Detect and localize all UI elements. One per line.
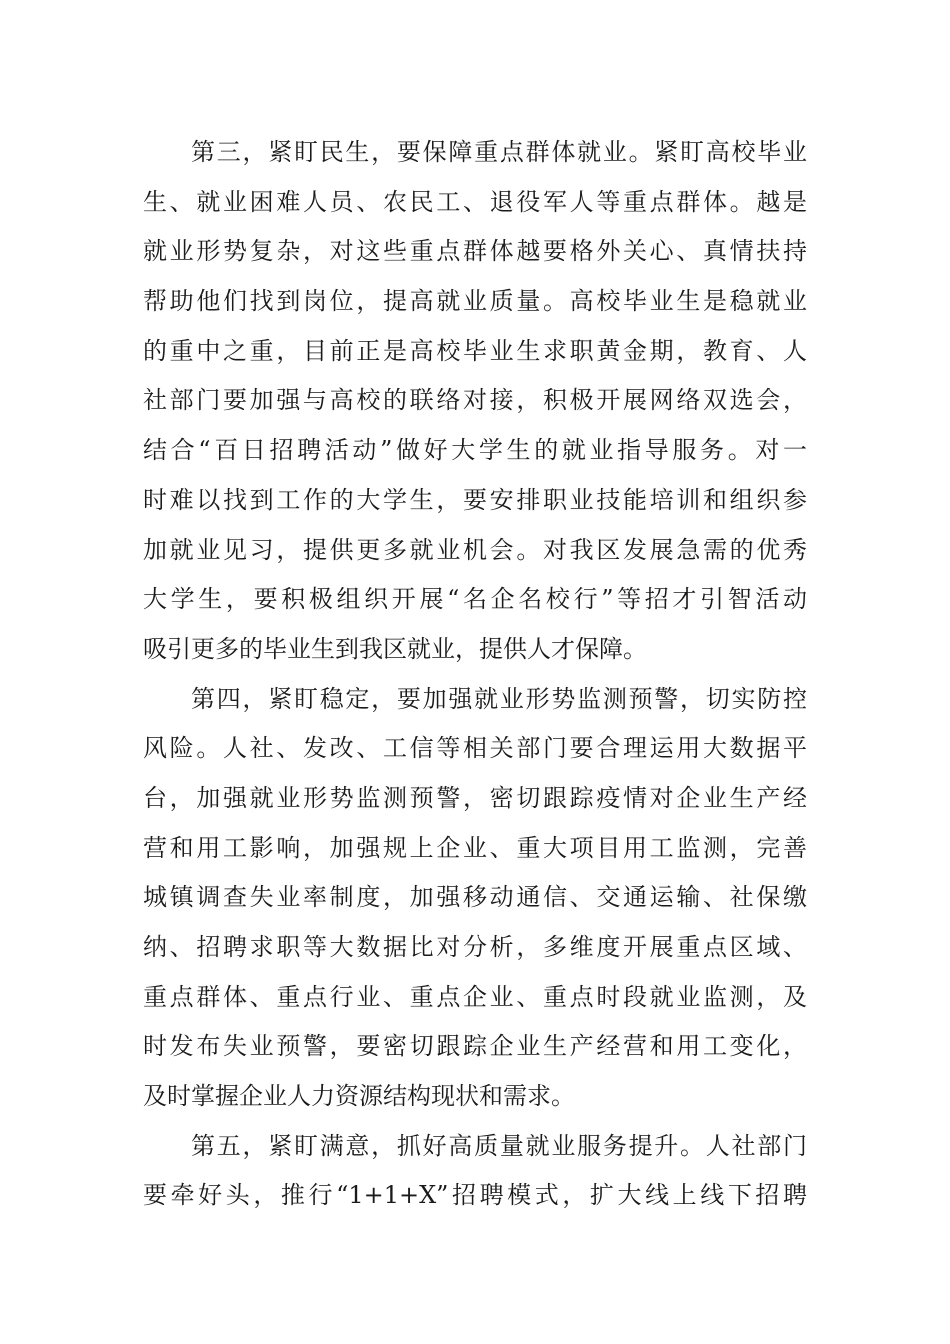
text-line: 大学生，要积极组织开展“名企名校行”等招才引智活动: [143, 585, 807, 614]
paragraph-5: [143, 1122, 807, 1221]
paragraph-4: [143, 675, 807, 1122]
text-line: 台，加强就业形势监测预警，密切跟踪疫情对企业生产经: [143, 783, 807, 812]
text-line: 风险。人社、发改、工信等相关部门要合理运用大数据平: [143, 734, 807, 763]
text-line: 结合“百日招聘活动”做好大学生的就业指导服务。对一: [143, 436, 807, 465]
text-line: 社部门要加强与高校的联络对接，积极开展网络双选会，: [143, 386, 807, 415]
text-line: 时难以找到工作的大学生，要安排职业技能培训和组织参: [143, 485, 807, 514]
text-line: 第四，紧盯稳定，要加强就业形势监测预警，切实防控: [191, 684, 807, 713]
paragraph-3: [143, 128, 807, 675]
text-line: 要牵好头，推行“1+1+X”招聘模式，扩大线上线下招聘: [143, 1181, 807, 1210]
text-line: 及时掌握企业人力资源结构现状和需求。: [143, 1082, 575, 1111]
text-line: 时发布失业预警，要密切跟踪企业生产经营和用工变化，: [143, 1032, 807, 1061]
text-line: 城镇调查失业率制度，加强移动通信、交通运输、社保缴: [143, 883, 807, 912]
text-line: 生、就业困难人员、农民工、退役军人等重点群体。越是: [143, 187, 807, 216]
text-line: 第五，紧盯满意，抓好高质量就业服务提升。人社部门: [191, 1131, 807, 1160]
text-line: 营和用工影响，加强规上企业、重大项目用工监测，完善: [143, 833, 807, 862]
document-body: [143, 128, 807, 1221]
text-line: 的重中之重，目前正是高校毕业生求职黄金期，教育、人: [143, 336, 807, 365]
text-line: 重点群体、重点行业、重点企业、重点时段就业监测，及: [143, 982, 807, 1011]
text-line: 纳、招聘求职等大数据比对分析，多维度开展重点区域、: [143, 933, 807, 961]
text-line: 第三，紧盯民生，要保障重点群体就业。紧盯高校毕业: [191, 138, 807, 166]
text-line: 就业形势复杂，对这些重点群体越要格外关心、真情扶持: [143, 237, 807, 266]
text-line: 加就业见习，提供更多就业机会。对我区发展急需的优秀: [143, 535, 807, 564]
text-line: 吸引更多的毕业生到我区就业，提供人才保障。: [143, 634, 647, 663]
text-line: 帮助他们找到岗位，提高就业质量。高校毕业生是稳就业: [143, 287, 807, 316]
